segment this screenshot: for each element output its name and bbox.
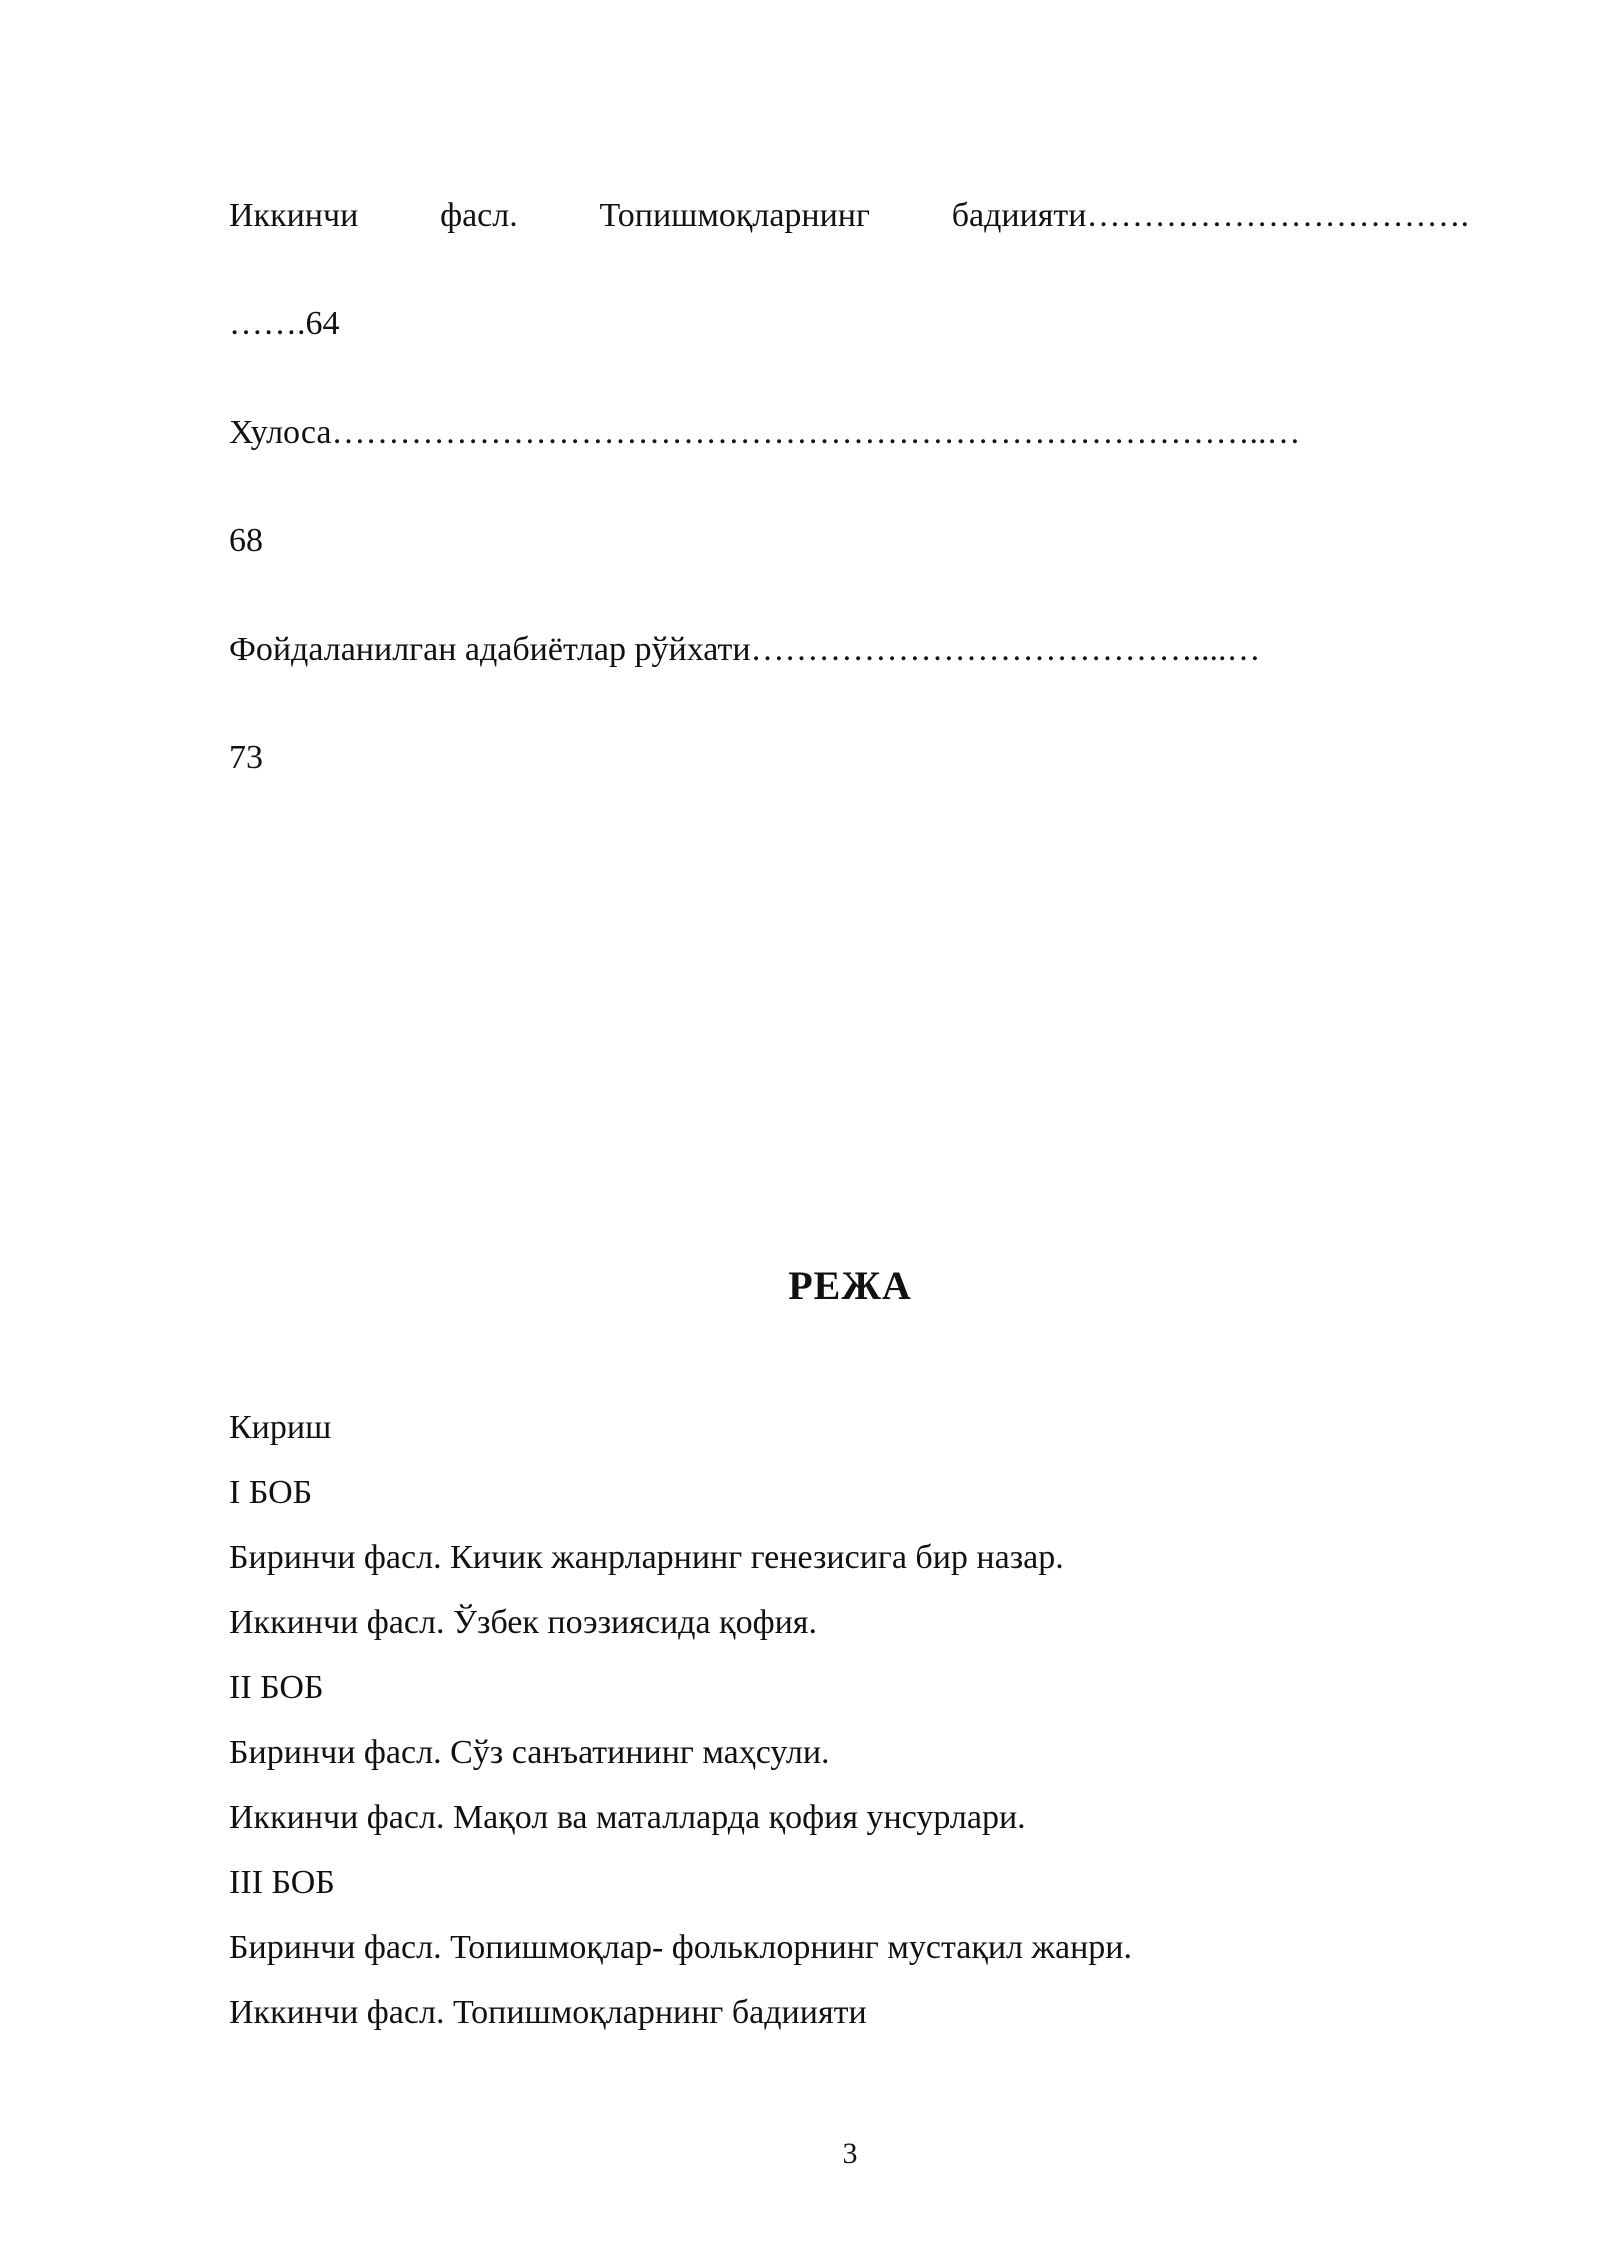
plan-heading: РЕЖА xyxy=(788,1263,912,1308)
plan-item: I БОБ xyxy=(229,1474,313,1511)
toc-line-topishmoqlar xyxy=(229,196,1469,236)
plan-item: Кириш xyxy=(229,1409,332,1446)
toc-word: Иккинчи xyxy=(229,197,359,234)
plan-item: Иккинчи фасл. Мақол ва маталларда қофия унсурлари. xyxy=(229,1799,1026,1836)
toc-word: Топишмоқларнинг xyxy=(599,197,870,234)
toc-line-adabiyotlar: Фойдаланилган адабиётлар рўйхати…………………………………....… xyxy=(229,631,1261,668)
plan-item: Биринчи фасл. Сўз санъатининг маҳсули. xyxy=(229,1734,830,1771)
toc-page-ref: 68 xyxy=(229,522,263,559)
page-number: 3 xyxy=(842,2137,858,2170)
plan-item: Биринчи фасл. Топишмоқлар- фольклорнинг мустақил жанри. xyxy=(229,1929,1132,1966)
toc-word: фасл. xyxy=(440,197,518,234)
plan-item: Биринчи фасл. Кичик жанрларнинг генезисига бир назар. xyxy=(229,1539,1064,1576)
toc-line-xulosa: Хулоса………………………………………………………………………..… xyxy=(229,414,1301,451)
toc-page-ref: 73 xyxy=(229,739,263,776)
plan-item: III БОБ xyxy=(229,1864,335,1901)
plan-item: II БОБ xyxy=(229,1669,324,1706)
plan-item: Иккинчи фасл. Ўзбек поэзиясида қофия. xyxy=(229,1604,817,1641)
toc-word: бадиияти……………………………. xyxy=(951,197,1469,234)
toc-page-ref: …….64 xyxy=(229,305,340,342)
plan-item: Иккинчи фасл. Топишмоқларнинг бадиияти xyxy=(229,1994,867,2031)
